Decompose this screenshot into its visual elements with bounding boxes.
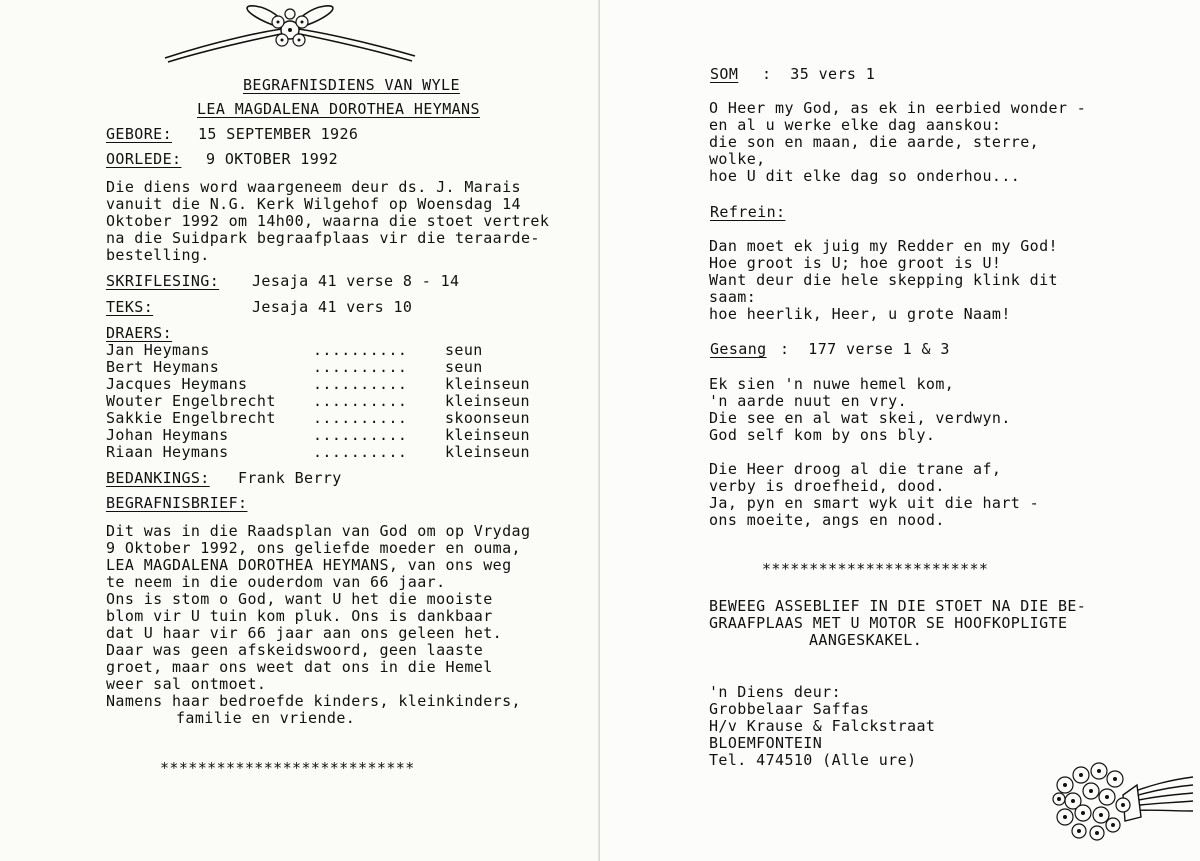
draer-name: Riaan Heymans (106, 443, 229, 461)
verse-line: ons moeite, angs en nood. (709, 511, 945, 529)
notice-line: AANGESKAKEL. (809, 631, 923, 649)
letter-line: Ons is stom o God, want U het die mooiste (106, 590, 493, 608)
verse-line: en al u werke elke dag aanskou: (709, 116, 1002, 134)
letter-line: Namens haar bedroefde kinders, kleinkinders, (106, 692, 521, 710)
draer-relation: kleinseun (445, 443, 530, 461)
som-label: SOM (710, 65, 739, 83)
right-page (600, 0, 1200, 861)
skriflesing-label: SKRIFLESING: (106, 272, 220, 290)
heading-title: BEGRAFNISDIENS VAN WYLE (243, 76, 460, 94)
draer-dots: .......... (313, 392, 408, 410)
verse-line: Hoe groot is U; hoe groot is U! (709, 254, 1002, 272)
undertaker-line: BLOEMFONTEIN (709, 734, 823, 752)
draer-name: Wouter Engelbrecht (106, 392, 276, 410)
heading-name: LEA MAGDALENA DOROTHEA HEYMANS (197, 100, 480, 118)
draer-relation: seun (445, 358, 483, 376)
undertaker-line: 'n Diens deur: (709, 683, 842, 701)
bedankings-label: BEDANKINGS: (106, 469, 210, 487)
draer-dots: .......... (313, 341, 408, 359)
service-line: bestelling. (106, 246, 210, 264)
letter-line: familie en vriende. (176, 709, 356, 727)
verse-line: verby is droefheid, dood. (709, 477, 945, 495)
draer-dots: .......... (313, 443, 408, 461)
gebore-label: GEBORE: (106, 125, 173, 143)
oorlede-value: 9 OKTOBER 1992 (206, 150, 339, 168)
flower-bouquet-icon (1045, 755, 1195, 855)
service-line: Die diens word waargeneem deur ds. J. Marais (106, 178, 521, 196)
verse-line: God self kom by ons bly. (709, 426, 936, 444)
draer-relation: seun (445, 341, 483, 359)
verse-line: Die see en al wat skei, verdwyn. (709, 409, 1011, 427)
notice-line: BEWEEG ASSEBLIEF IN DIE STOET NA DIE BE- (709, 597, 1087, 615)
draer-relation: skoonseun (445, 409, 530, 427)
draer-dots: .......... (313, 409, 408, 427)
verse-line: saam: (709, 288, 757, 306)
gesang-value: : 177 verse 1 & 3 (780, 340, 950, 358)
draer-relation: kleinseun (445, 392, 530, 410)
begrafnisbrief-label: BEGRAFNISBRIEF: (106, 494, 248, 512)
gesang-label: Gesang (710, 340, 767, 358)
draer-name: Johan Heymans (106, 426, 229, 444)
teks-value: Jesaja 41 vers 10 (252, 298, 413, 316)
draer-name: Sakkie Engelbrecht (106, 409, 276, 427)
letter-line: blom vir U tuin kom pluk. Ons is dankbaar (106, 607, 493, 625)
verse-line: 'n aarde nuut en vry. (709, 392, 908, 410)
verse-line: Want deur die hele skepping klink dit (709, 271, 1058, 289)
notice-line: GRAAFPLAAS MET U MOTOR SE HOOFKOPLIGTE (709, 614, 1068, 632)
letter-line: LEA MAGDALENA DOROTHEA HEYMANS, van ons weg (106, 556, 512, 574)
letter-line: 9 Oktober 1992, ons geliefde moeder en ouma, (106, 539, 521, 557)
undertaker-line: H/v Krause & Falckstraat (709, 717, 936, 735)
draer-name: Bert Heymans (106, 358, 220, 376)
letter-line: te neem in die ouderdom van 66 jaar. (106, 573, 446, 591)
verse-line: hoe heerlik, Heer, u grote Naam! (709, 305, 1011, 323)
oorlede-label: OORLEDE: (106, 150, 182, 168)
verse-line: Ek sien 'n nuwe hemel kom, (709, 375, 955, 393)
verse-line: Ja, pyn en smart wyk uit die hart - (709, 494, 1040, 512)
skriflesing-value: Jesaja 41 verse 8 - 14 (252, 272, 460, 290)
draer-name: Jan Heymans (106, 341, 210, 359)
service-line: vanuit die N.G. Kerk Wilgehof op Woensdag 14 (106, 195, 521, 213)
letter-line: groet, maar ons weet dat ons in die Hemel (106, 658, 493, 676)
letter-line: Daar was geen afskeidswoord, geen laaste (106, 641, 484, 659)
refrein-label: Refrein: (710, 203, 786, 221)
draer-dots: .......... (313, 375, 408, 393)
undertaker-line: Tel. 474510 (Alle ure) (709, 751, 917, 769)
verse-line: hoe U dit elke dag so onderhou... (709, 167, 1021, 185)
service-line: Oktober 1992 om 14h00, waarna die stoet vertrek (106, 212, 550, 230)
letter-line: weer sal ontmoet. (106, 675, 267, 693)
draer-dots: .......... (313, 358, 408, 376)
verse-line: Die Heer droog al die trane af, (709, 460, 1002, 478)
separator-stars: ************************ (762, 560, 989, 578)
draer-relation: kleinseun (445, 375, 530, 393)
draers-label: DRAERS: (106, 324, 173, 342)
draer-relation: kleinseun (445, 426, 530, 444)
bedankings-value: Frank Berry (238, 469, 342, 487)
flower-ribbon-icon (160, 0, 420, 65)
draer-dots: .......... (313, 426, 408, 444)
separator-stars: *************************** (160, 759, 415, 777)
teks-label: TEKS: (106, 298, 154, 316)
verse-line: die son en maan, die aarde, sterre, (709, 133, 1040, 151)
verse-line: O Heer my God, as ek in eerbied wonder - (709, 99, 1087, 117)
service-line: na die Suidpark begraafplaas vir die teraarde- (106, 229, 540, 247)
letter-line: dat U haar vir 66 jaar aan ons geleen het. (106, 624, 503, 642)
som-value: : 35 vers 1 (762, 65, 876, 83)
verse-line: Dan moet ek juig my Redder en my God! (709, 237, 1058, 255)
undertaker-line: Grobbelaar Saffas (709, 700, 870, 718)
gebore-value: 15 SEPTEMBER 1926 (198, 125, 359, 143)
letter-line: Dit was in die Raadsplan van God om op Vrydag (106, 522, 531, 540)
verse-line: wolke, (709, 150, 766, 168)
draer-name: Jacques Heymans (106, 375, 248, 393)
